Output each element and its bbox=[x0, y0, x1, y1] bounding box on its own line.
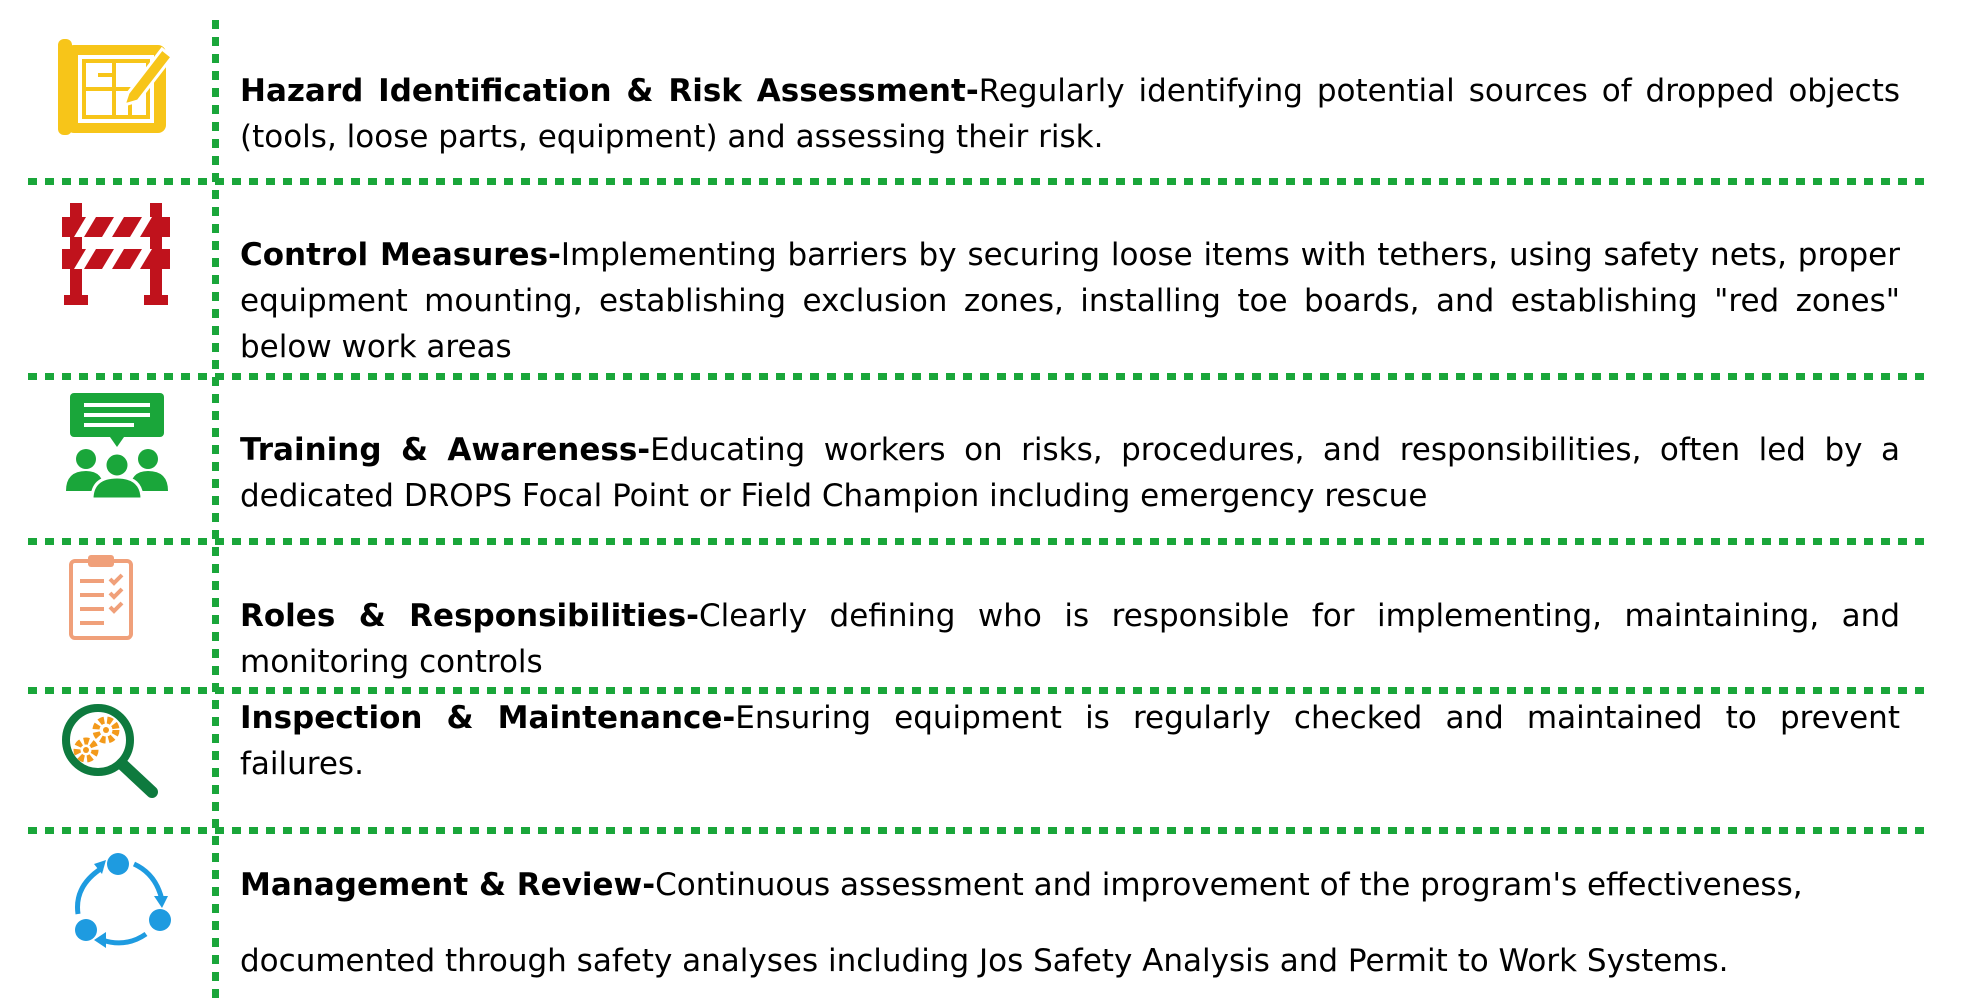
list-item bbox=[240, 232, 1900, 370]
barricade-icon bbox=[60, 203, 172, 307]
item-text: Continuous assessment and improvement of the program's effectiveness, bbox=[655, 867, 1803, 903]
list-item bbox=[240, 862, 1900, 984]
item-text: Ensuring equipment is regularly checked and maintained to prevent failures. bbox=[240, 700, 1900, 782]
row-divider bbox=[28, 373, 1928, 380]
list-item bbox=[240, 68, 1900, 160]
clipboard-checklist-icon bbox=[68, 553, 134, 641]
item-title: Inspection & Maintenance- bbox=[240, 700, 736, 736]
item-title: Hazard Identification & Risk Assessment- bbox=[240, 73, 979, 109]
cycle-icon bbox=[72, 852, 176, 952]
row-divider bbox=[28, 827, 1928, 834]
list-item bbox=[240, 695, 1900, 787]
row-divider bbox=[28, 538, 1928, 545]
item-title: Roles & Responsibilities- bbox=[240, 598, 700, 634]
item-title: Training & Awareness- bbox=[240, 432, 651, 468]
row-divider bbox=[28, 687, 1928, 694]
magnifier-gears-icon bbox=[60, 702, 160, 800]
item-text: Clearly defining who is responsible for implementing, maintaining, and monitoring controls bbox=[240, 598, 1900, 680]
training-group-icon bbox=[64, 393, 170, 499]
item-title: Management & Review- bbox=[240, 867, 656, 903]
row-divider bbox=[28, 178, 1928, 185]
item-text: Regularly identifying potential sources of dropped objects (tools, loose parts, equipment) and assessing their risk. bbox=[240, 73, 1900, 155]
list-item bbox=[240, 593, 1900, 685]
list-item bbox=[240, 427, 1900, 519]
item-text: documented through safety analyses including Jos Safety Analysis and Permit to Work Systems. bbox=[240, 943, 1729, 979]
item-title: Control Measures- bbox=[240, 237, 561, 273]
vertical-divider bbox=[212, 20, 219, 1002]
item-text: Implementing barriers by securing loose items with tethers, using safety nets, proper equipment mounting, establishing exclusion zones, installing toe boards, and establishing "red zones" below work areas bbox=[240, 237, 1900, 365]
blueprint-icon bbox=[58, 35, 176, 139]
item-text: Educating workers on risks, procedures, and responsibilities, often led by a dedicated DROPS Focal Point or Field Champion including emergency rescue bbox=[240, 432, 1900, 514]
